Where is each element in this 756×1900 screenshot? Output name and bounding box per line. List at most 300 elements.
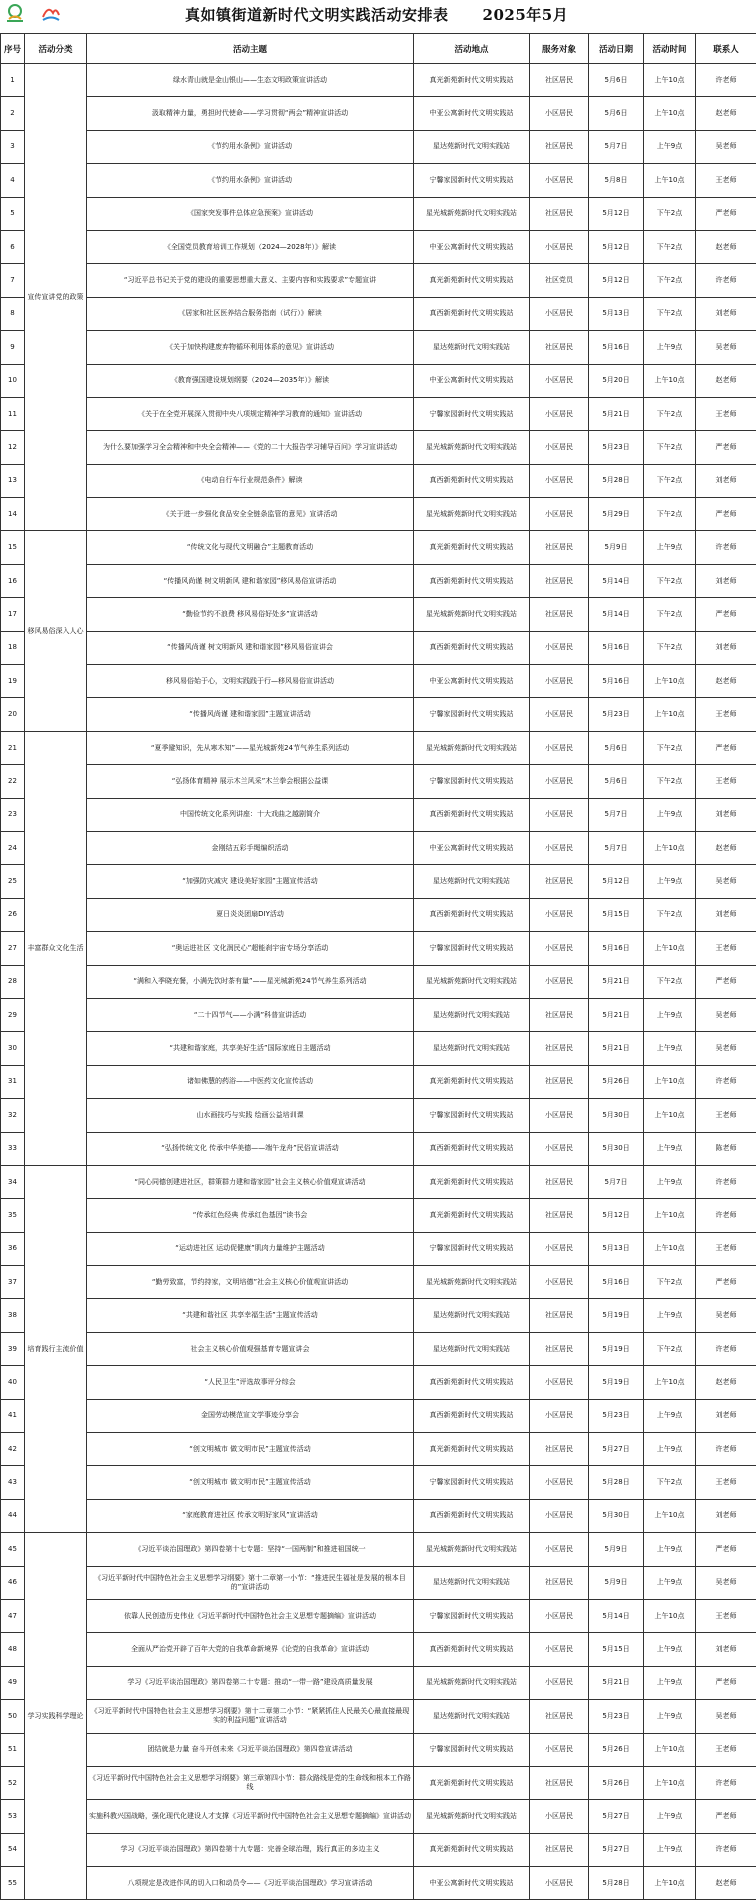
activity-theme: “勤劳致富，节约持家，文明培德”社会主义核心价值观宣讲活动: [87, 1266, 414, 1299]
activity-time: 上午10点: [644, 64, 696, 97]
activity-date: 5月23日: [589, 698, 644, 731]
contact-person: 赵老师: [696, 831, 756, 864]
category-cell: 宣传宣讲党的政策: [25, 64, 87, 531]
row-number: 3: [1, 130, 25, 163]
category-cell: 培育践行主流价值: [25, 1165, 87, 1532]
activity-date: 5月6日: [589, 731, 644, 764]
activity-place: 星光城新苑新时代文明实践站: [414, 1666, 530, 1699]
service-target: 小区居民: [530, 1867, 589, 1900]
service-target: 小区居民: [530, 1633, 589, 1666]
activity-theme: 山水画技巧与实践 绘画公益培训课: [87, 1099, 414, 1132]
activity-theme: “创文明城市 做文明市民”主题宣传活动: [87, 1433, 414, 1466]
contact-person: 严老师: [696, 1533, 756, 1566]
table-row: [1, 1833, 756, 1866]
activity-place: 宁馨家园新时代文明实践站: [414, 698, 530, 731]
table-row: [1, 97, 756, 130]
row-number: 20: [1, 698, 25, 731]
activity-time: 下午2点: [644, 197, 696, 230]
table-row: [1, 1065, 756, 1098]
contact-person: 严老师: [696, 1800, 756, 1833]
table-row: [1, 932, 756, 965]
activity-time: 上午10点: [644, 932, 696, 965]
row-number: 39: [1, 1332, 25, 1365]
table-row: [1, 431, 756, 464]
service-target: 小区居民: [530, 631, 589, 664]
contact-person: 刘老师: [696, 798, 756, 831]
activity-time: 下午2点: [644, 965, 696, 998]
row-number: 25: [1, 865, 25, 898]
activity-time: 上午10点: [644, 1366, 696, 1399]
table-row: [1, 1366, 756, 1399]
activity-theme: “共建和谐家庭，共享美好生活”国际家庭日主题活动: [87, 1032, 414, 1065]
activity-time: 下午2点: [644, 1332, 696, 1365]
activity-time: 上午10点: [644, 1232, 696, 1265]
contact-person: 刘老师: [696, 1499, 756, 1532]
row-number: 6: [1, 230, 25, 263]
activity-place: 中亚公寓新时代文明实践站: [414, 665, 530, 698]
activity-place: 真西新苑新时代文明实践站: [414, 1132, 530, 1165]
activity-place: 宁馨家园新时代文明实践站: [414, 1466, 530, 1499]
category-cell: 丰富群众文化生活: [25, 731, 87, 1165]
contact-person: 严老师: [696, 431, 756, 464]
service-target: 小区居民: [530, 230, 589, 263]
activity-date: 5月15日: [589, 1633, 644, 1666]
service-target: 小区居民: [530, 1499, 589, 1532]
service-target: 小区居民: [530, 798, 589, 831]
row-number: 37: [1, 1266, 25, 1299]
activity-place: 星达苑新时代文明实践站: [414, 865, 530, 898]
table-row: [1, 564, 756, 597]
activity-theme: “二十四节气——小满”科普宣讲活动: [87, 998, 414, 1031]
activity-date: 5月19日: [589, 1366, 644, 1399]
activity-place: 中亚公寓新时代文明实践站: [414, 364, 530, 397]
table-row: [1, 698, 756, 731]
row-number: 14: [1, 498, 25, 531]
activity-place: 真光新苑新时代文明实践站: [414, 1065, 530, 1098]
table-row: [1, 665, 756, 698]
table-row: [1, 731, 756, 764]
service-target: 小区居民: [530, 464, 589, 497]
activity-theme: 诸如佛慧的药浴——中医药文化宣传活动: [87, 1065, 414, 1098]
row-number: 21: [1, 731, 25, 764]
table-row: [1, 1099, 756, 1132]
activity-place: 真光新苑新时代文明实践站: [414, 264, 530, 297]
contact-person: 王老师: [696, 765, 756, 798]
contact-person: 吴老师: [696, 998, 756, 1031]
activity-date: 5月9日: [589, 1566, 644, 1599]
activity-time: 上午10点: [644, 1766, 696, 1799]
service-target: 小区居民: [530, 965, 589, 998]
activity-theme: “家庭教育进社区 传承文明好家风”宣讲活动: [87, 1499, 414, 1532]
contact-person: 赵老师: [696, 364, 756, 397]
activity-place: 宁馨家园新时代文明实践站: [414, 1599, 530, 1632]
activity-place: 真光新苑新时代文明实践站: [414, 531, 530, 564]
activity-time: 上午9点: [644, 1800, 696, 1833]
service-target: 社区居民: [530, 865, 589, 898]
service-target: 社区居民: [530, 1833, 589, 1866]
contact-person: 吴老师: [696, 130, 756, 163]
activity-theme: 夏日炎炎团扇DIY活动: [87, 898, 414, 931]
activity-theme: 团结就是力量 奋斗开创未来《习近平谈治国理政》第四卷宣讲活动: [87, 1733, 414, 1766]
activity-date: 5月30日: [589, 1099, 644, 1132]
table-row: [1, 1466, 756, 1499]
row-number: 23: [1, 798, 25, 831]
col-header-time: 活动时间: [644, 34, 696, 64]
activity-date: 5月9日: [589, 1533, 644, 1566]
activity-time: 上午9点: [644, 531, 696, 564]
contact-person: 吴老师: [696, 1299, 756, 1332]
table-row: [1, 631, 756, 664]
page-title: [185, 4, 568, 25]
activity-time: 下午2点: [644, 598, 696, 631]
schedule-table: [0, 33, 756, 1900]
activity-theme: 金刚结五彩手绳编织活动: [87, 831, 414, 864]
service-target: 小区居民: [530, 164, 589, 197]
page-header: [0, 0, 756, 30]
row-number: 33: [1, 1132, 25, 1165]
table-row: [1, 898, 756, 931]
activity-time: 上午10点: [644, 831, 696, 864]
contact-person: 吴老师: [696, 331, 756, 364]
contact-person: 许老师: [696, 1433, 756, 1466]
service-target: 小区居民: [530, 397, 589, 430]
service-target: 小区居民: [530, 731, 589, 764]
table-row: [1, 1867, 756, 1900]
activity-theme: 汲取精神力量，勇担时代使命——学习贯彻“两会”精神宣讲活动: [87, 97, 414, 130]
activity-theme: 《习近平新时代中国特色社会主义思想学习纲要》第三章第四小节：群众路线是党的生命线和根本工作路线: [87, 1766, 414, 1799]
activity-time: 上午10点: [644, 1867, 696, 1900]
service-target: 小区居民: [530, 297, 589, 330]
activity-date: 5月12日: [589, 197, 644, 230]
activity-date: 5月21日: [589, 1032, 644, 1065]
contact-person: 刘老师: [696, 564, 756, 597]
activity-theme: “传统文化与现代文明融合”主题教育活动: [87, 531, 414, 564]
table-row: [1, 498, 756, 531]
contact-person: 许老师: [696, 1332, 756, 1365]
row-number: 29: [1, 998, 25, 1031]
contact-person: 王老师: [696, 164, 756, 197]
table-row: [1, 1800, 756, 1833]
activity-date: 5月27日: [589, 1433, 644, 1466]
contact-person: 赵老师: [696, 97, 756, 130]
table-row: [1, 1433, 756, 1466]
activity-theme: 实施科教兴国战略，强化现代化建设人才支撑《习近平新时代中国特色社会主义思想专题摘编》宣讲活动: [87, 1800, 414, 1833]
activity-place: 真光新苑新时代文明实践站: [414, 1199, 530, 1232]
activity-theme: “夏季避知识，先从寒木知”——星光城新苑24节气养生系列活动: [87, 731, 414, 764]
row-number: 55: [1, 1867, 25, 1900]
contact-person: 王老师: [696, 397, 756, 430]
row-number: 19: [1, 665, 25, 698]
activity-theme: “习近平总书记关于党的建设的重要思想重大意义、主要内容和实践要求”专题宣讲: [87, 264, 414, 297]
contact-person: 吴老师: [696, 865, 756, 898]
activity-time: 上午10点: [644, 1499, 696, 1532]
service-target: 小区居民: [530, 1800, 589, 1833]
contact-person: 严老师: [696, 1666, 756, 1699]
activity-date: 5月13日: [589, 1232, 644, 1265]
activity-date: 5月26日: [589, 1065, 644, 1098]
activity-date: 5月29日: [589, 498, 644, 531]
table-row: [1, 264, 756, 297]
activity-place: 宁馨家园新时代文明实践站: [414, 397, 530, 430]
activity-place: 星达苑新时代文明实践站: [414, 1032, 530, 1065]
activity-theme: 《国家突发事件总体应急预案》宣讲活动: [87, 197, 414, 230]
row-number: 5: [1, 197, 25, 230]
activity-time: 上午9点: [644, 998, 696, 1031]
service-target: 小区居民: [530, 1366, 589, 1399]
service-target: 社区居民: [530, 1433, 589, 1466]
service-target: 社区居民: [530, 1766, 589, 1799]
contact-person: 许老师: [696, 1199, 756, 1232]
service-target: 小区居民: [530, 364, 589, 397]
activity-time: 上午10点: [644, 665, 696, 698]
service-target: 小区居民: [530, 1232, 589, 1265]
activity-time: 上午9点: [644, 130, 696, 163]
activity-theme: “加强防灾减灾 建设美好家园”主题宣传活动: [87, 865, 414, 898]
activity-theme: 《习近平新时代中国特色社会主义思想学习纲要》第十二章第二小节：“紧紧抓住人民最关心最直接最现实的利益问题”宣讲活动: [87, 1700, 414, 1733]
table-row: [1, 1199, 756, 1232]
service-target: 社区居民: [530, 64, 589, 97]
table-row: [1, 1165, 756, 1198]
activity-theme: 《教育强国建设规划纲要（2024—2035年）》解读: [87, 364, 414, 397]
activity-theme: 移风易俗始于心，文明实践践于行—移风易俗宣讲活动: [87, 665, 414, 698]
activity-place: 星达苑新时代文明实践站: [414, 1566, 530, 1599]
row-number: 27: [1, 932, 25, 965]
service-target: 小区居民: [530, 665, 589, 698]
activity-time: 上午10点: [644, 97, 696, 130]
activity-time: 上午9点: [644, 1833, 696, 1866]
contact-person: 王老师: [696, 1466, 756, 1499]
service-target: 社区居民: [530, 1332, 589, 1365]
activity-place: 星光城新苑新时代文明实践站: [414, 598, 530, 631]
activity-theme: 金国劳动模范宣文学事迹分享会: [87, 1399, 414, 1432]
service-target: 小区居民: [530, 1466, 589, 1499]
table-row: [1, 364, 756, 397]
practice-emblem-icon: [40, 3, 62, 23]
row-number: 35: [1, 1199, 25, 1232]
service-target: 社区居民: [530, 197, 589, 230]
table-row: [1, 598, 756, 631]
activity-place: 星光城新苑新时代文明实践站: [414, 1266, 530, 1299]
row-number: 22: [1, 765, 25, 798]
activity-theme: 《节约用水条例》宣讲活动: [87, 164, 414, 197]
activity-time: 上午9点: [644, 1633, 696, 1666]
table-row: [1, 1232, 756, 1265]
activity-place: 星光城新苑新时代文明实践站: [414, 965, 530, 998]
activity-date: 5月6日: [589, 97, 644, 130]
service-target: 社区居民: [530, 130, 589, 163]
service-target: 小区居民: [530, 1533, 589, 1566]
activity-date: 5月26日: [589, 1733, 644, 1766]
activity-place: 中亚公寓新时代文明实践站: [414, 230, 530, 263]
activity-theme: 中国传统文化系列讲座：十大戏曲之越剧简介: [87, 798, 414, 831]
activity-theme: 《关于加快构建废弃物循环利用体系的意见》宣讲活动: [87, 331, 414, 364]
activity-theme: “弘扬体育精神 展示木兰风采”木兰拳会根据公益课: [87, 765, 414, 798]
activity-theme: 为什么要加强学习全会精神和中央全会精神——《党的二十大报告学习辅导百问》学习宣讲活动: [87, 431, 414, 464]
table-row: [1, 998, 756, 1031]
activity-date: 5月21日: [589, 965, 644, 998]
table-row: [1, 865, 756, 898]
row-number: 28: [1, 965, 25, 998]
row-number: 8: [1, 297, 25, 330]
activity-theme: 《习近平新时代中国特色社会主义思想学习纲要》第十二章第一小节：“推进民生福祉是发展的根本目的”宣讲活动: [87, 1566, 414, 1599]
contact-person: 赵老师: [696, 665, 756, 698]
table-row: [1, 397, 756, 430]
table-row: [1, 1766, 756, 1799]
contact-person: 严老师: [696, 197, 756, 230]
activity-time: 下午2点: [644, 431, 696, 464]
row-number: 24: [1, 831, 25, 864]
row-number: 46: [1, 1566, 25, 1599]
activity-place: 真光新苑新时代文明实践站: [414, 1433, 530, 1466]
activity-date: 5月21日: [589, 1666, 644, 1699]
activity-date: 5月7日: [589, 130, 644, 163]
activity-theme: 《关于在全党开展深入贯彻中央八项规定精神学习教育的通知》宣讲活动: [87, 397, 414, 430]
activity-theme: “人民卫生”评选故事评分综会: [87, 1366, 414, 1399]
activity-theme: 全面从严治党开辟了百年大党的自我革命新境界《论党的自我革命》宣讲活动: [87, 1633, 414, 1666]
activity-date: 5月23日: [589, 431, 644, 464]
activity-date: 5月30日: [589, 1499, 644, 1532]
activity-theme: 依靠人民创造历史伟业《习近平新时代中国特色社会主义思想专题摘编》宣讲活动: [87, 1599, 414, 1632]
activity-place: 星达苑新时代文明实践站: [414, 1332, 530, 1365]
activity-place: 真西新苑新时代文明实践站: [414, 297, 530, 330]
activity-theme: 绿水青山就是金山银山——生态文明政策宣讲活动: [87, 64, 414, 97]
activity-date: 5月30日: [589, 1132, 644, 1165]
activity-date: 5月6日: [589, 765, 644, 798]
service-target: 社区居民: [530, 1065, 589, 1098]
row-number: 12: [1, 431, 25, 464]
row-number: 50: [1, 1700, 25, 1733]
table-row: [1, 1700, 756, 1733]
service-target: 社区居民: [530, 1032, 589, 1065]
activity-place: 中亚公寓新时代文明实践站: [414, 831, 530, 864]
activity-date: 5月28日: [589, 464, 644, 497]
service-target: 社区居民: [530, 1199, 589, 1232]
activity-place: 真西新苑新时代文明实践站: [414, 1366, 530, 1399]
table-row: [1, 1666, 756, 1699]
table-row: [1, 230, 756, 263]
activity-date: 5月12日: [589, 1199, 644, 1232]
activity-date: 5月28日: [589, 1466, 644, 1499]
activity-time: 上午9点: [644, 1700, 696, 1733]
activity-place: 宁馨家园新时代文明实践站: [414, 765, 530, 798]
activity-place: 宁馨家园新时代文明实践站: [414, 1099, 530, 1132]
row-number: 34: [1, 1165, 25, 1198]
row-number: 30: [1, 1032, 25, 1065]
contact-person: 吴老师: [696, 1700, 756, 1733]
activity-time: 下午2点: [644, 631, 696, 664]
table-row: [1, 331, 756, 364]
table-row: [1, 765, 756, 798]
title-date: 2025年5月: [483, 6, 569, 24]
row-number: 26: [1, 898, 25, 931]
activity-time: 上午9点: [644, 798, 696, 831]
activity-theme: 《电动自行车行业规范条件》解读: [87, 464, 414, 497]
activity-date: 5月16日: [589, 331, 644, 364]
service-target: 小区居民: [530, 698, 589, 731]
activity-date: 5月16日: [589, 1266, 644, 1299]
row-number: 2: [1, 97, 25, 130]
service-target: 社区党员: [530, 264, 589, 297]
table-row: [1, 1299, 756, 1332]
contact-person: 赵老师: [696, 1867, 756, 1900]
table-row: [1, 965, 756, 998]
row-number: 45: [1, 1533, 25, 1566]
contact-person: 严老师: [696, 598, 756, 631]
contact-person: 刘老师: [696, 898, 756, 931]
row-number: 54: [1, 1833, 25, 1866]
contact-person: 刘老师: [696, 297, 756, 330]
activity-date: 5月13日: [589, 297, 644, 330]
contact-person: 严老师: [696, 965, 756, 998]
row-number: 17: [1, 598, 25, 631]
activity-time: 上午10点: [644, 1099, 696, 1132]
row-number: 47: [1, 1599, 25, 1632]
col-header-contact: 联系人: [696, 34, 756, 64]
table-row: [1, 1399, 756, 1432]
table-row: [1, 64, 756, 97]
activity-theme: “奥运进社区 文化润民心”超能刹宇宙专场分享活动: [87, 932, 414, 965]
row-number: 13: [1, 464, 25, 497]
contact-person: 王老师: [696, 932, 756, 965]
activity-theme: “传播风尚谨 建和谐家园”主题宣讲活动: [87, 698, 414, 731]
activity-date: 5月23日: [589, 1700, 644, 1733]
activity-place: 宁馨家园新时代文明实践站: [414, 932, 530, 965]
activity-date: 5月9日: [589, 531, 644, 564]
activity-theme: “满和入季晓充餐，小满先饮时茶有量”——星光城新苑24节气养生系列活动: [87, 965, 414, 998]
activity-time: 下午2点: [644, 731, 696, 764]
activity-time: 上午10点: [644, 698, 696, 731]
row-number: 31: [1, 1065, 25, 1098]
activity-theme: 《全国党员教育培训工作规划（2024—2028年）》解读: [87, 230, 414, 263]
activity-date: 5月7日: [589, 831, 644, 864]
contact-person: 王老师: [696, 1099, 756, 1132]
col-header-place: 活动地点: [414, 34, 530, 64]
activity-date: 5月14日: [589, 598, 644, 631]
service-target: 小区居民: [530, 97, 589, 130]
service-target: 小区居民: [530, 498, 589, 531]
activity-theme: 《习近平谈治国理政》第四卷第十七专题：坚持“一国两制”和推进祖国统一: [87, 1533, 414, 1566]
row-number: 11: [1, 397, 25, 430]
row-number: 43: [1, 1466, 25, 1499]
table-row: [1, 197, 756, 230]
contact-person: 刘老师: [696, 1633, 756, 1666]
col-header-no: 序号: [1, 34, 25, 64]
row-number: 7: [1, 264, 25, 297]
activity-place: 真西新苑新时代文明实践站: [414, 898, 530, 931]
service-target: 社区居民: [530, 1566, 589, 1599]
activity-date: 5月12日: [589, 865, 644, 898]
table-row: [1, 1332, 756, 1365]
service-target: 社区居民: [530, 1700, 589, 1733]
contact-person: 许老师: [696, 1833, 756, 1866]
table-row: [1, 1533, 756, 1566]
category-cell: 移风易俗深入人心: [25, 531, 87, 731]
service-target: 小区居民: [530, 831, 589, 864]
activity-place: 真西新苑新时代文明实践站: [414, 631, 530, 664]
activity-time: 下午2点: [644, 1266, 696, 1299]
activity-time: 上午9点: [644, 1399, 696, 1432]
col-header-date: 活动日期: [589, 34, 644, 64]
contact-person: 许老师: [696, 1766, 756, 1799]
contact-person: 刘老师: [696, 631, 756, 664]
activity-place: 真光新苑新时代文明实践站: [414, 1833, 530, 1866]
activity-date: 5月20日: [589, 364, 644, 397]
service-target: 社区居民: [530, 331, 589, 364]
activity-place: 中亚公寓新时代文明实践站: [414, 97, 530, 130]
activity-date: 5月19日: [589, 1332, 644, 1365]
activity-time: 下午2点: [644, 498, 696, 531]
service-target: 社区居民: [530, 564, 589, 597]
